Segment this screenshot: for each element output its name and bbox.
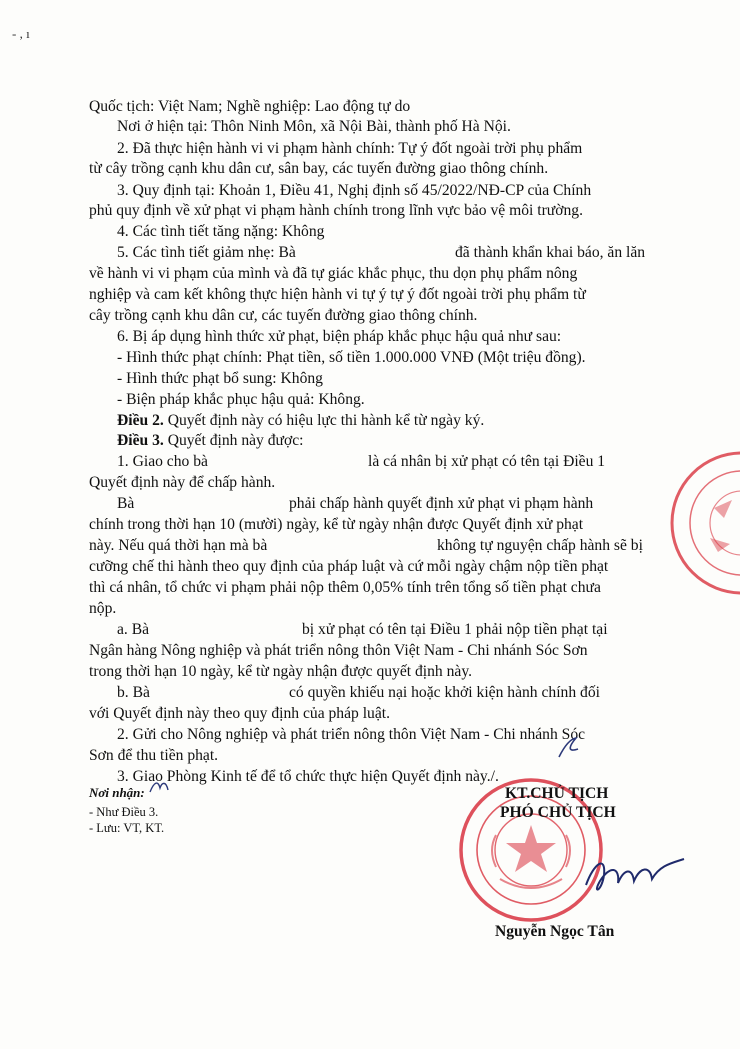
residence-line: Nơi ở hiện tại: Thôn Ninh Môn, xã Nội Bài, thành phố Hà Nội. [117,118,511,135]
assign-line-1b: là cá nhân bị xử phạt có tên tại Điều 1 [368,453,606,470]
initial-mark-icon [556,735,582,761]
assign-line-2: Quyết định này để chấp hành. [89,474,276,491]
article-3-label: Điều 3. [117,432,164,449]
mitigating-line-1b: đã thành khẩn khai báo, ăn lăn [455,244,646,261]
comply-line-4: cưỡng chế thi hành theo quy định của pháp luật và cứ mỗi ngày chậm nộp tiền phạt [89,558,609,575]
pay-line-1b: bị xử phạt có tên tại Điều 1 phải nộp tiền phạt tại [302,621,608,638]
recipient-item-1: - Như Điều 3. [89,805,159,819]
mitigating-line-2: về hành vi vi phạm của mình và đã tự giác khắc phục, thu dọn phụ phẩm nông [89,265,578,282]
assign-line-1a: 1. Giao cho bà [117,453,208,470]
article-2-line [117,411,484,431]
send-line-1: 2. Gửi cho Nông nghiệp và phát triển nông thôn Việt Nam - Chi nhánh Sóc [117,726,586,743]
penalty-intro-line: 6. Bị áp dụng hình thức xử phạt, biện pháp khắc phục hậu quả như sau: [117,328,562,345]
page-corner-marks: - , ı [12,26,30,41]
signature-title-1: KT.CHỦ TỊCH [505,785,609,802]
aggravating-line: 4. Các tình tiết tăng nặng: Không [117,223,325,240]
mitigating-line-1a: 5. Các tình tiết giảm nhẹ: Bà [117,244,296,261]
pay-line-3: trong thời hạn 10 ngày, kể từ ngày nhận được quyết định này. [89,663,473,680]
comply-line-5: thì cá nhân, tổ chức vi phạm phải nộp thêm 0,05% tính trên tổng số tiền phạt chưa [89,579,601,596]
violation-line-2: từ cây trồng cạnh khu dân cư, sân bay, các tuyến đường giao thông chính. [89,160,549,177]
signature-title-2: PHÓ CHỦ TỊCH [500,804,616,821]
mitigating-line-4: cây trồng cạnh khu dân cư, các tuyến đường giao thông chính. [89,307,478,324]
signer-name: Nguyễn Ngọc Tân [495,923,615,940]
article-3-line [117,431,303,451]
nationality-line: Quốc tịch: Việt Nam; Nghề nghiệp: Lao động tự do [89,98,411,115]
implement-line: 3. Giao Phòng Kinh tế để tổ chức thực hiện Quyết định này./. [117,768,499,785]
handwritten-signature-icon [580,845,690,905]
pay-line-2: Ngân hàng Nông nghiệp và phát triển nông thôn Việt Nam - Chi nhánh Sóc Sơn [89,642,588,659]
violation-line-1: 2. Đã thực hiện hành vi vi phạm hành chính: Tự ý đốt ngoài trời phụ phẩm [117,140,583,157]
complaint-line-2: với Quyết định này theo quy định của pháp luật. [89,705,391,722]
margin-seal-icon [652,448,740,598]
recipient-item-2: - Lưu: VT, KT. [89,821,165,835]
remedy-line: - Biện pháp khắc phục hậu quả: Không. [117,391,365,408]
comply-line-6: nộp. [89,600,117,617]
pay-line-1a: a. Bà [117,621,150,638]
send-line-2: Sơn để thu tiền phạt. [89,747,219,764]
comply-line-1b: phải chấp hành quyết định xử phạt vi phạm hành [289,495,594,512]
comply-line-2: chính trong thời hạn 10 (mười) ngày, kể từ ngày nhận được Quyết định xử phạt [89,516,584,533]
mitigating-line-3: nghiệp và cam kết không thực hiện hành vi tự ý tự ý đốt ngoài trời phụ phẩm từ [89,286,586,303]
comply-line-3b: không tự nguyện chấp hành sẽ bị [437,537,643,554]
article-2-text: Quyết định này có hiệu lực thi hành kể từ ngày ký. [167,412,485,429]
recipients-title: Nơi nhận: [89,785,145,800]
comply-line-3a: này. Nếu quá thời hạn mà bà [89,537,268,554]
complaint-line-1a: b. Bà [117,684,150,701]
comply-line-1a: Bà [117,495,135,512]
main-penalty-line: - Hình thức phạt chính: Phạt tiền, số tiền 1.000.000 VNĐ (Một triệu đồng). [117,349,586,366]
article-2-label: Điều 2. [117,412,164,429]
article-3-text: Quyết định này được: [167,432,304,449]
regulation-line-2: phủ quy định về xử phạt vi phạm hành chính trong lĩnh vực bảo vệ môi trường. [89,202,583,219]
regulation-line-1: 3. Quy định tại: Khoản 1, Điều 41, Nghị định số 45/2022/NĐ-CP của Chính [117,182,592,199]
recipient-initial-icon [148,778,170,796]
additional-penalty-line: - Hình thức phạt bổ sung: Không [117,370,323,387]
complaint-line-1b: có quyền khiếu nại hoặc khởi kiện hành chính đối [289,684,600,701]
